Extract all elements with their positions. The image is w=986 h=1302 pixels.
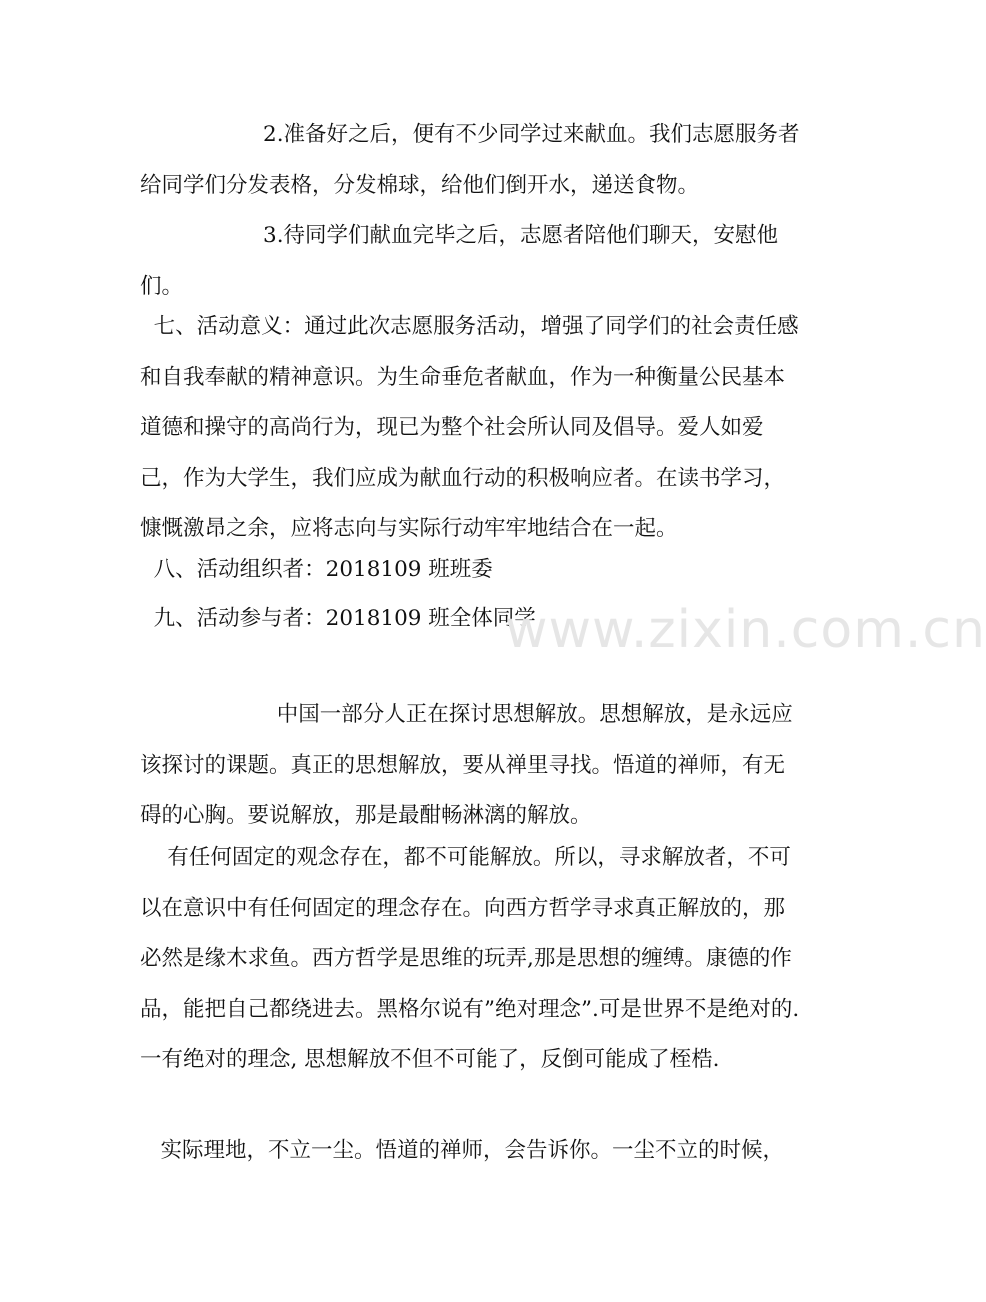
paragraph-blood-donation-step-2: 2.准备好之后，便有不少同学过来献血。我们志愿服务者给同学们分发表格，分发棉球，给他们倒开水，递送食物。	[140, 122, 800, 198]
paragraph-activity-organizer: 八、活动组织者：2018109 班班委	[140, 557, 493, 582]
paragraph-fixed-concepts: 有任何固定的观念存在，都不可能解放。所以，寻求解放者，不可以在意识中有任何固定的理念存在。向西方哲学寻求真正解放的，那必然是缘木求鱼。西方哲学是思维的玩弄,那是思想的缠缚。康德的作品，能把自己都绕进去。黑格尔说有”绝对理念”.可是世界不是绝对的.一有绝对的理念, 思想解放不但不可能了，反倒可能成了桎梏.	[140, 845, 800, 1072]
paragraph-activity-participants: 九、活动参与者：2018109 班全体同学	[140, 606, 536, 631]
paragraph-thought-liberation: 中国一部分人正在探讨思想解放。思想解放，是永远应该探讨的课题。真正的思想解放，要从禅里寻找。悟道的禅师，有无碍的心胸。要说解放，那是最酣畅淋漓的解放。	[140, 702, 793, 828]
paragraph-zen-ground: 实际理地，不立一尘。悟道的禅师，会告诉你。一尘不立的时候，	[140, 1138, 785, 1163]
paragraph-blood-donation-step-3: 3.待同学们献血完毕之后，志愿者陪他们聊天，安慰他们。	[140, 223, 779, 299]
paragraph-activity-significance: 七、活动意义：通过此次志愿服务活动，增强了同学们的社会责任感和自我奉献的精神意识。为生命垂危者献血，作为一种衡量公民基本道德和操守的高尚行为，现已为整个社会所认同及倡导。爱人如爱己，作为大学生，我们应成为献血行动的积极响应者。在读书学习，慷慨激昂之余，应将志向与实际行动牢牢地结合在一起。	[140, 314, 799, 541]
watermark: www.zixin.com.cn	[505, 600, 986, 660]
